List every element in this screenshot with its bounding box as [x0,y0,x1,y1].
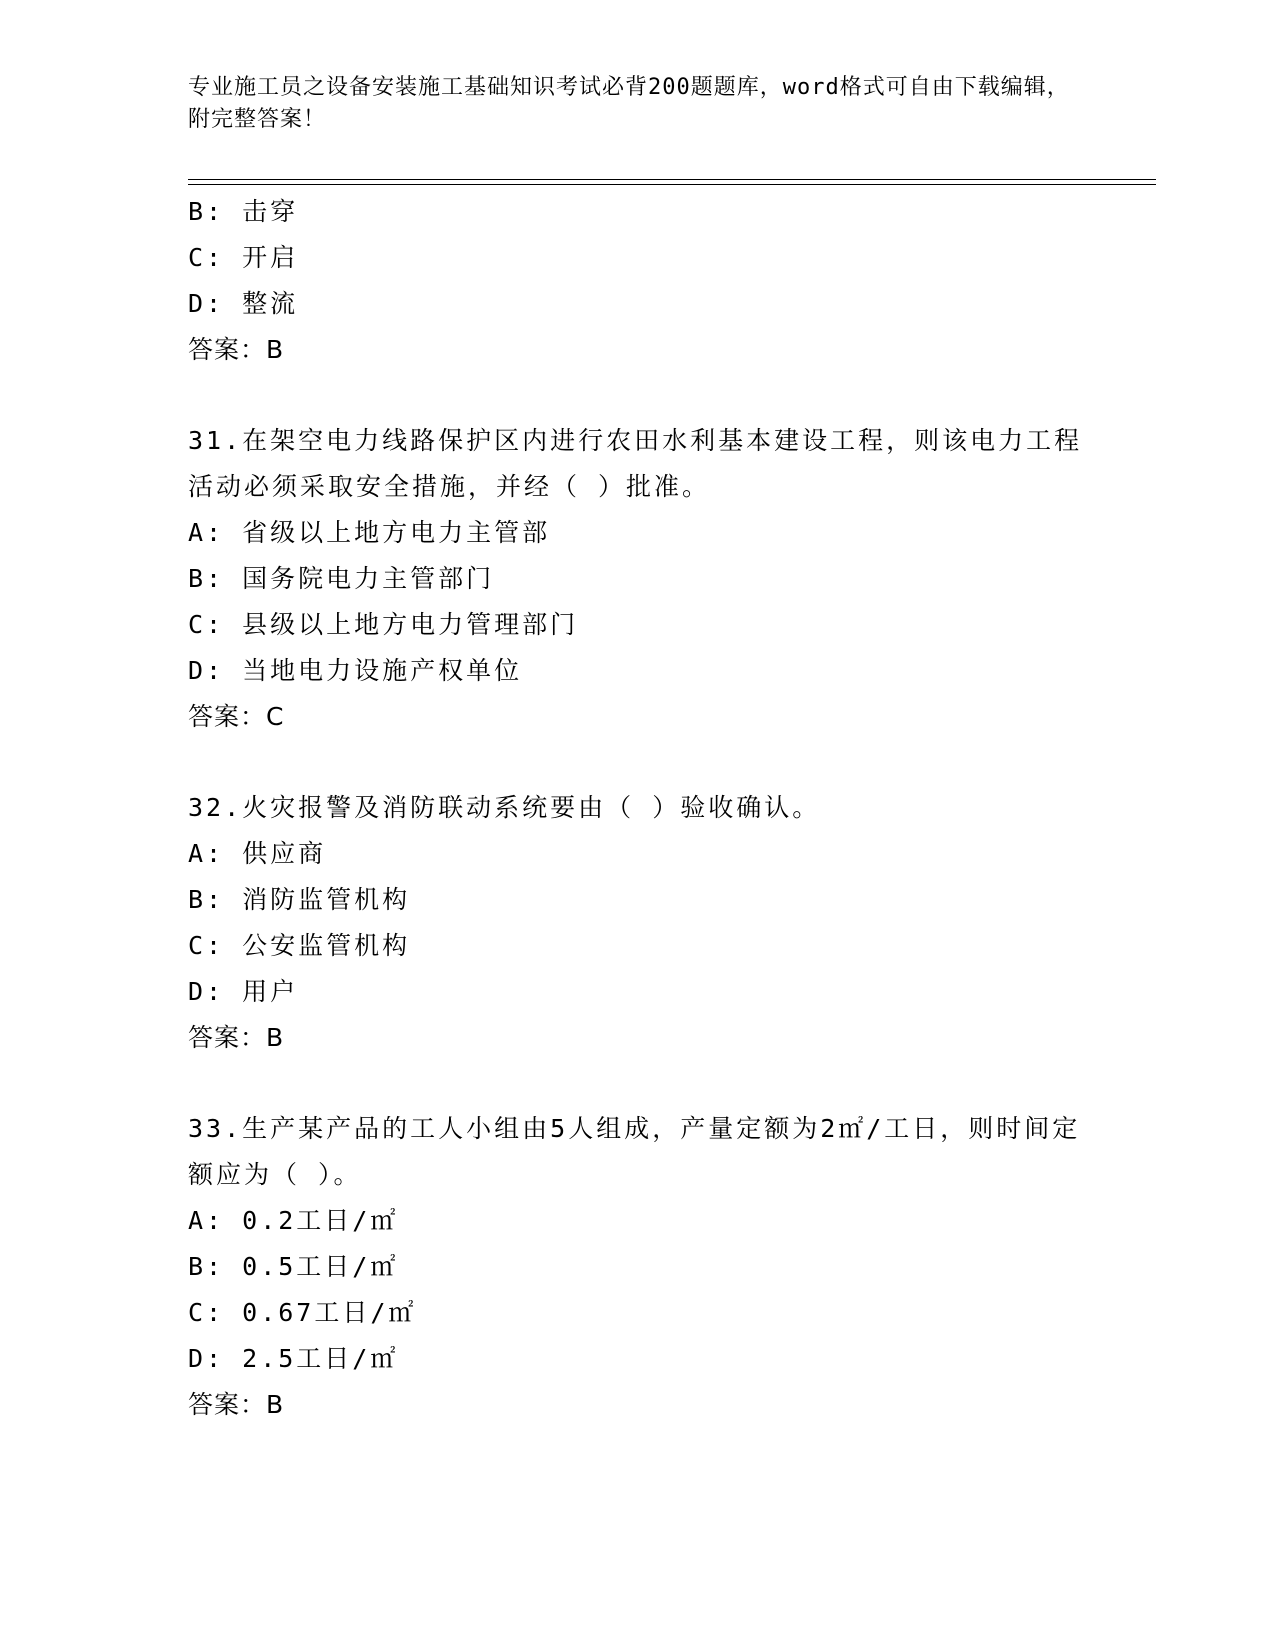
answer-line: 答案：B [188,1390,285,1419]
option-c: C: 开启 [188,243,299,272]
option-b: B: 击穿 [188,197,299,226]
header-rule-top [188,179,1156,180]
spacer [188,740,1088,785]
question-stem: 31.在架空电力线路保护区内进行农田水利基本建设工程，则该电力工程活动必须采取安全措施，并经（ ）批准。 [188,426,1083,501]
option-d: D: 当地电力设施产权单位 [188,656,523,685]
option-c: C: 公安监管机构 [188,931,411,960]
option-a: A: 0.2工日/㎡ [188,1206,399,1235]
option-c: C: 0.67工日/㎡ [188,1298,417,1327]
option-a: A: 省级以上地方电力主管部 [188,518,551,547]
question-list [188,189,1088,1428]
option-d: D: 用户 [188,977,299,1006]
header-rule-bottom [188,184,1156,185]
answer-line: 答案：B [188,1023,285,1052]
question-32 [188,785,1088,1061]
question-stem: 33.生产某产品的工人小组由5人组成，产量定额为2㎡/工日，则时间定额应为（ ）。 [188,1114,1081,1189]
option-d: D: 2.5工日/㎡ [188,1344,399,1373]
option-b: B: 消防监管机构 [188,885,411,914]
option-b: B: 国务院电力主管部门 [188,564,495,593]
option-b: B: 0.5工日/㎡ [188,1252,399,1281]
answer-line: 答案：B [188,335,285,364]
answer-line: 答案：C [188,702,285,731]
spacer [188,1061,1088,1106]
spacer [188,373,1088,418]
option-a: A: 供应商 [188,839,327,868]
option-c: C: 县级以上地方电力管理部门 [188,610,579,639]
question-30-continued [188,189,1088,373]
question-31 [188,418,1088,740]
option-d: D: 整流 [188,289,299,318]
question-stem: 32.火灾报警及消防联动系统要由（ ）验收确认。 [188,793,821,822]
question-33 [188,1106,1088,1428]
header-title: 专业施工员之设备安装施工基础知识考试必背200题题库，word格式可自由下载编辑，附完整答案！ [188,75,1070,132]
document-header [188,72,1088,136]
